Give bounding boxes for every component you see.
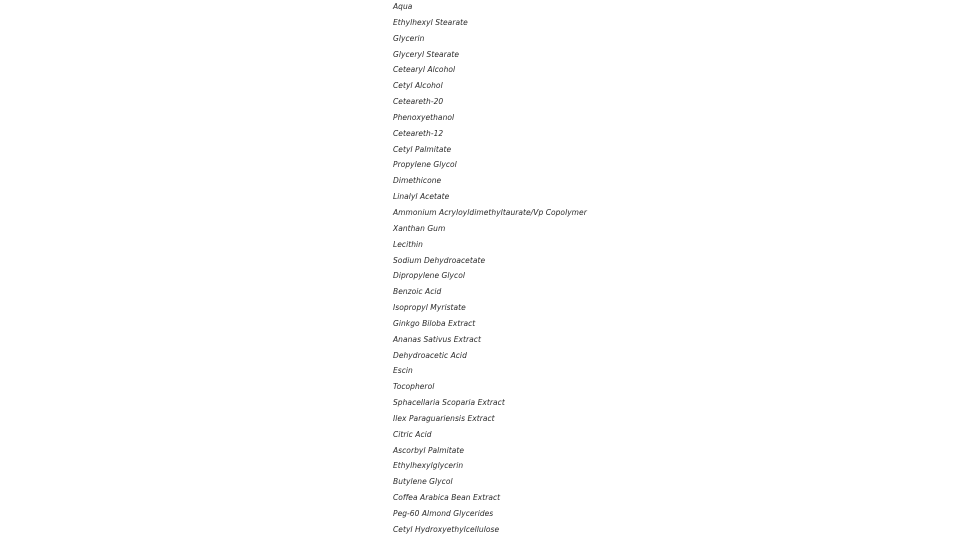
ingredient-item: Peg-60 Almond Glycerides (393, 509, 494, 518)
ingredient-item: Benzoic Acid (393, 287, 442, 297)
ingredient-item: Ethylhexylglycerin (393, 461, 464, 471)
ingredient-item: Ascorbyl Palmitate (393, 445, 465, 455)
ingredient-item: Ginkgo Biloba Extract (393, 318, 476, 328)
ingredient-item: Linalyl Acetate (393, 192, 450, 202)
ingredient-item: Sodium Dehydroacetate (393, 255, 486, 265)
ingredient-list (393, 0, 587, 539)
ingredient-item: Ethylhexyl Stearate (393, 17, 468, 27)
ingredient-item: Cetyl Alcohol (393, 81, 443, 91)
ingredient-item: Ilex Paraguariensis Extract (393, 413, 495, 423)
ingredient-item: Cetyl Palmitate (393, 144, 452, 154)
ingredient-item: Xanthan Gum (393, 223, 446, 233)
ingredient-item: Propylene Glycol (393, 160, 457, 170)
ingredient-item: Ananas Sativus Extract (393, 334, 481, 344)
ingredient-item: Dipropylene Glycol (393, 271, 465, 281)
ingredient-item: Cetearyl Alcohol (393, 65, 456, 75)
ingredient-item: Citric Acid (393, 429, 432, 439)
ingredient-item: Ammonium Acryloyldimethyltaurate/Vp Copolymer (393, 207, 587, 217)
ingredient-item: Butylene Glycol (393, 477, 453, 487)
ingredient-item: Escin (393, 366, 413, 376)
ingredient-item: Glycerin (393, 33, 425, 43)
ingredient-item: Ceteareth-20 (393, 97, 444, 107)
ingredient-item: Ceteareth-12 (393, 128, 444, 138)
ingredient-item: Cetyl Hydroxyethylcellulose (393, 524, 500, 534)
ingredient-item: Dimethicone (393, 176, 442, 186)
ingredient-item: Glyceryl Stearate (393, 49, 460, 59)
ingredient-item: Isopropyl Myristate (393, 303, 466, 313)
ingredient-item: Sphacellaria Scoparia Extract (393, 398, 505, 408)
ingredient-item: Coffea Arabica Bean Extract (393, 493, 501, 503)
ingredient-item: Lecithin (393, 239, 423, 249)
ingredient-item: Phenoxyethanol (393, 112, 455, 122)
ingredient-item: Aqua (393, 2, 413, 11)
ingredient-item: Tocopherol (393, 382, 435, 392)
ingredient-item: Dehydroacetic Acid (393, 350, 467, 360)
